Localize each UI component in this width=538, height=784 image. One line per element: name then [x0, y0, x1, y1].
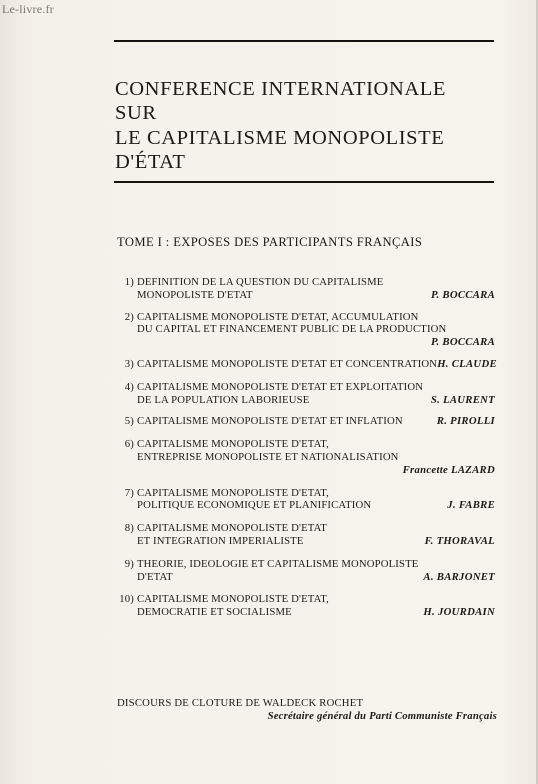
entry-author: H. CLAUDE [437, 357, 497, 370]
entry-number: 6) [124, 438, 134, 451]
entry-title-line: CAPITALISME MONOPOLISTE D'ETAT ET INFLATION [137, 415, 403, 428]
toc-entry [117, 438, 495, 476]
entry-title-line: DEFINITION DE LA QUESTION DU CAPITALISME [137, 276, 384, 288]
entry-title-line: CAPITALISME MONOPOLISTE D'ETAT ET EXPLOITATION [137, 380, 424, 393]
book-title [115, 77, 505, 175]
entry-number: 3) [124, 357, 134, 370]
entry-title-line: THEORIE, IDEOLOGIE ET CAPITALISME MONOPOLISTE [137, 557, 419, 570]
entry-number: 4) [124, 380, 134, 393]
entry-title-line: CAPITALISME MONOPOLISTE D'ETAT, [137, 486, 329, 499]
entry-author: P. BOCCARA [431, 336, 495, 349]
entry-last-line [137, 606, 495, 619]
entry-last-line [137, 394, 495, 407]
middle-rule [114, 181, 494, 183]
toc-entry [117, 381, 495, 407]
entry-author: J. FABRE [447, 499, 495, 512]
toc-entry [117, 522, 495, 548]
entry-title-line: CAPITALISME MONOPOLISTE D'ETAT [137, 522, 327, 535]
entry-number: 5) [124, 415, 134, 428]
entry-title-line: D'ETAT [137, 570, 173, 583]
entry-number: 1) [124, 276, 134, 288]
top-rule [114, 40, 494, 42]
entry-author: P. BOCCARA [431, 288, 495, 301]
toc-entry [117, 415, 495, 428]
entry-title-line: CAPITALISME MONOPOLISTE D'ETAT, [137, 593, 329, 606]
entry-last-line [137, 571, 495, 584]
entry-title-line: CAPITALISME MONOPOLISTE D'ETAT ET CONCENTRATION [137, 357, 438, 370]
entry-author: R. PIROLLI [436, 415, 495, 428]
toc-entry [117, 358, 495, 371]
title-line: CONFERENCE INTERNATIONALE [115, 77, 447, 100]
entry-title-line: CAPITALISME MONOPOLISTE D'ETAT, ACCUMULATION [137, 310, 419, 323]
toc-entry [117, 311, 495, 349]
entry-number: 9) [124, 557, 134, 570]
title-line: D'ÉTAT [115, 151, 186, 174]
entry-author: H. JOURDAIN [423, 606, 495, 619]
title-line: LE CAPITALISME MONOPOLISTE [115, 126, 445, 149]
entry-author: S. LAURENT [430, 393, 495, 406]
toc-entry [117, 487, 495, 513]
toc-entry [117, 593, 495, 619]
entry-number: 8) [124, 522, 134, 535]
title-line: SUR [115, 102, 157, 125]
toc-entry [117, 276, 495, 302]
entry-author: Francette LAZARD [402, 463, 495, 476]
closing-speaker: Secrétaire général du Parti Communiste Français [267, 710, 497, 722]
entry-number: 10) [119, 593, 134, 606]
entry-title-line: DEMOCRATIE ET SOCIALISME [137, 606, 292, 619]
entry-last-line [137, 289, 495, 302]
entry-last-line [137, 415, 495, 428]
entry-author: F. THORAVAL [424, 534, 495, 547]
tome-heading: TOME I : EXPOSES DES PARTICIPANTS FRANÇAIS [117, 235, 423, 249]
toc-entry [117, 558, 495, 584]
table-of-contents [117, 276, 495, 619]
entry-title-line: CAPITALISME MONOPOLISTE D'ETAT, [137, 438, 329, 451]
entry-number: 2) [124, 310, 134, 323]
entry-author: A. BARJONET [423, 570, 495, 583]
closing-speech [117, 697, 497, 723]
entry-title-line: ET INTEGRATION IMPERIALISTE [137, 534, 304, 547]
watermark: Le-livre.fr [2, 2, 54, 16]
entry-title-line: ENTREPRISE MONOPOLISTE ET NATIONALISATION [137, 450, 399, 463]
entry-title-line: MONOPOLISTE D'ETAT [137, 288, 253, 301]
entry-last-line [137, 535, 495, 548]
entry-title-line: POLITIQUE ECONOMIQUE ET PLANIFICATION [137, 499, 372, 512]
entry-title-line: DE LA POPULATION LABORIEUSE [137, 393, 310, 406]
closing-title: DISCOURS DE CLOTURE DE WALDECK ROCHET [117, 697, 364, 709]
entry-last-line [137, 358, 495, 371]
entry-title-line: DU CAPITAL ET FINANCEMENT PUBLIC DE LA PRODUCTION [137, 323, 447, 336]
entry-number: 7) [124, 486, 134, 499]
entry-last-line [137, 499, 495, 512]
